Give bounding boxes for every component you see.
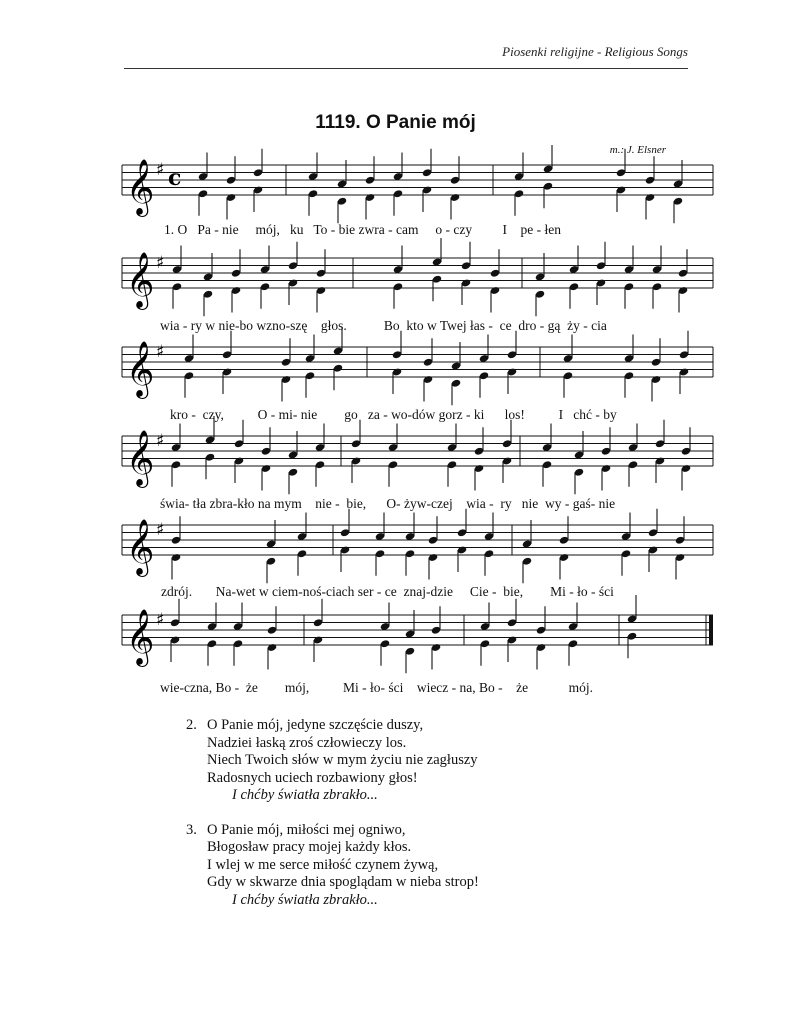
treble-clef-icon: 𝄞 [126,519,155,575]
treble-clef-icon: 𝄞 [126,341,155,397]
treble-clef-icon: 𝄞 [126,252,155,308]
verse-number: 2. [186,717,197,733]
treble-clef-icon: 𝄞 [126,159,155,215]
verse-2 [186,717,479,805]
verse-line: Nadziei łaską zroś człowieczy los. [207,734,407,751]
treble-clef-icon: 𝄞 [126,430,155,486]
lyric-line-1: 1. O Pa - nie mój, ku To - bie zwra - cam o - czy I pe - łen [164,222,561,237]
verse-line: I wlej w me serce miłość czynem żywą, [207,856,439,873]
verse-line: O Panie mój, jedyne szczęście duszy, [207,717,424,733]
lyric-line-5: zdrój. Na-wet w ciem-noś-ciach ser - ce znaj-dzie Cie - bie, Mi - ło - ści [161,584,614,599]
treble-clef-icon: 𝄞 [126,609,155,665]
lyric-line-4: świa- tła zbra-kło na mym nie - bie, O- żyw-czej wia - ry nie wy - gaś- nie [160,496,616,511]
verse-number: 3. [186,821,197,838]
verse-refrain: I chćby światła zbrakło... [232,891,378,908]
verse-line: Gdy w skwarze dnia spoglądam w nieba strop! [207,874,479,890]
verse-refrain: I chćby światła zbrakło... [232,787,378,803]
verse-line: Błogosław pracy mojej każdy kłos. [207,839,412,855]
verse-line: Niech Twoich słów w mym życiu nie zagłuszy [207,752,478,768]
key-sharp-icon: ♯ [156,431,165,451]
final-barline-thick [709,615,713,645]
common-time-icon: c [168,165,182,191]
verse-line: O Panie mój, miłości mej ogniwo, [207,821,406,838]
key-sharp-icon: ♯ [156,253,165,273]
key-sharp-icon: ♯ [156,160,165,180]
key-sharp-icon: ♯ [156,520,165,540]
verse-3 [186,822,479,910]
additional-verses [186,717,479,926]
lyric-line-3: kro - czy, O - mi- nie go za - wo-dów gorz - ki los! I chć - by [170,407,617,422]
key-sharp-icon: ♯ [156,342,165,362]
song-title: 1119. O Panie mój [315,112,476,133]
lyric-line-6: wie-czna, Bo - że mój, Mi - ło- ści wiecz - na, Bo - że mój. [160,680,594,695]
verse-line: Radosnych uciech rozbawiony głos! [207,769,418,786]
lyric-line-2: wia - ry w nie-bo wzno-szę głos. Bo kto w Twej łas - ce dro - gą ży - cia [160,318,607,333]
header-text: Piosenki religijne - Religious Songs [502,44,688,59]
composer-credit: m.: J. Elsner [609,144,666,156]
key-sharp-icon: ♯ [156,610,165,630]
